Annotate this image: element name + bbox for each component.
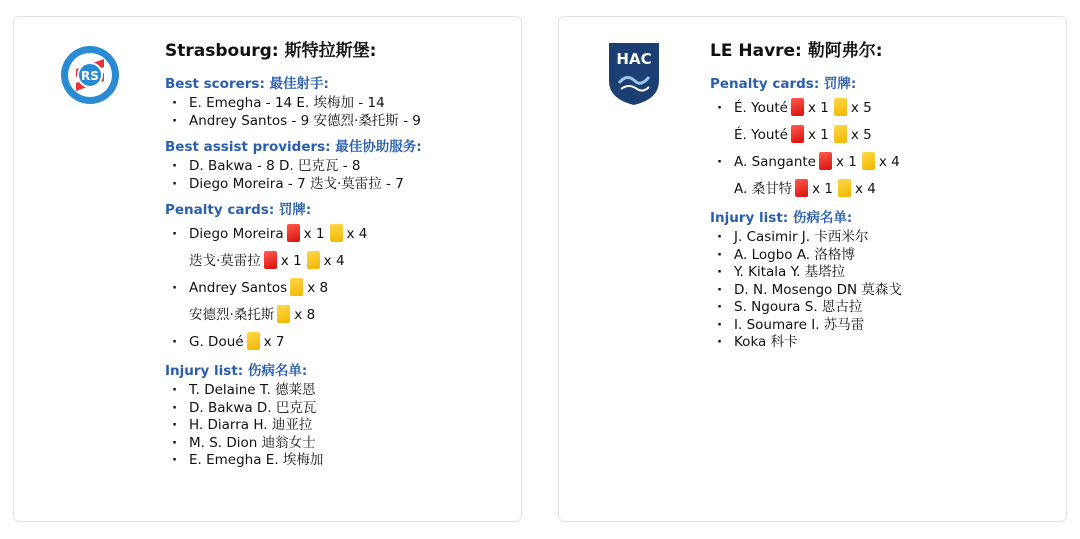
list-item: · S. Ngoura S. 恩古拉 — [710, 299, 1060, 317]
best-assist-list — [165, 158, 515, 193]
red-count: x 1 — [812, 181, 833, 197]
player-name: Diego Moreira — [189, 226, 284, 242]
list-item: · T. Delaine T. 德莱恩 — [165, 382, 515, 400]
penalty-row — [165, 303, 515, 327]
red-count: x 1 — [280, 253, 302, 269]
list-item: · E. Emegha E. 埃梅加 — [165, 452, 515, 470]
red-card-icon — [791, 125, 804, 143]
yellow-count: x 5 — [850, 100, 872, 116]
penalty-row — [710, 177, 1060, 201]
yellow-count: x 4 — [323, 253, 345, 269]
player-name: A. Sangante — [734, 154, 816, 170]
yellow-card-icon — [330, 224, 343, 242]
red-count: x 1 — [807, 100, 829, 116]
list-item: · D. N. Mosengo DN 莫森戈 — [710, 282, 1060, 300]
svg-text:RS: RS — [81, 69, 99, 83]
player-name: 迭戈·莫雷拉 — [189, 253, 261, 269]
penalty-row — [710, 123, 1060, 147]
le-havre-card — [558, 16, 1067, 522]
list-item: · Koka 科卡 — [710, 334, 1060, 352]
yellow-card-icon — [290, 278, 303, 296]
red-card-icon — [287, 224, 300, 242]
player-name: É. Youté — [734, 127, 788, 143]
penalty-row — [165, 249, 515, 273]
red-card-icon — [819, 152, 832, 170]
penalty-cards-list — [165, 222, 515, 354]
yellow-card-icon — [834, 98, 847, 116]
yellow-count: x 4 — [878, 154, 900, 170]
list-item: · H. Diarra H. 迪亚拉 — [165, 417, 515, 435]
list-item: · M. S. Dion 迪翁女士 — [165, 435, 515, 453]
list-item: · I. Soumare I. 苏马雷 — [710, 317, 1060, 335]
red-count: x 1 — [303, 226, 325, 242]
yellow-card-icon — [862, 152, 875, 170]
player-name: É. Youté — [734, 100, 788, 116]
list-item: · Andrey Santos - 9 安德烈·桑托斯 - 9 — [165, 113, 515, 131]
list-item: · Y. Kitala Y. 基塔拉 — [710, 264, 1060, 282]
list-item: · E. Emegha - 14 E. 埃梅加 - 14 — [165, 95, 515, 113]
best-assist-title: Best assist providers: 最佳协助服务: — [165, 139, 422, 155]
le-havre-logo — [607, 41, 661, 107]
penalty-row — [710, 96, 1060, 120]
penalty-row — [165, 276, 515, 300]
yellow-count: x 8 — [307, 280, 329, 296]
player-name: 安德烈·桑托斯 — [189, 307, 275, 323]
player-name: G. Doué — [189, 334, 244, 350]
yellow-count: x 8 — [294, 307, 316, 323]
list-item: · J. Casimir J. 卡西米尔 — [710, 229, 1060, 247]
yellow-card-icon — [277, 305, 290, 323]
penalty-cards-title: Penalty cards: 罚牌: — [165, 202, 312, 218]
team-title: LE Havre: 勒阿弗尔: — [710, 41, 883, 61]
penalty-row — [165, 330, 515, 354]
yellow-card-icon — [307, 251, 320, 269]
red-count: x 1 — [807, 127, 829, 143]
list-item: · Diego Moreira - 7 迭戈·莫雷拉 - 7 — [165, 176, 515, 194]
svg-text:HAC: HAC — [616, 50, 652, 68]
best-scorers-title: Best scorers: 最佳射手: — [165, 76, 329, 92]
list-item: · D. Bakwa - 8 D. 巴克瓦 - 8 — [165, 158, 515, 176]
team-title: Strasbourg: 斯特拉斯堡: — [165, 41, 377, 61]
injury-list-title: Injury list: 伤病名单: — [165, 363, 308, 379]
penalty-row — [710, 150, 1060, 174]
player-name: A. 桑甘特 — [734, 181, 793, 197]
red-count: x 1 — [835, 154, 857, 170]
yellow-card-icon — [247, 332, 260, 350]
best-scorers-list — [165, 95, 515, 130]
strasbourg-logo — [60, 45, 120, 105]
list-item: · A. Logbo A. 洛格博 — [710, 247, 1060, 265]
yellow-count: x 7 — [263, 334, 285, 350]
red-card-icon — [264, 251, 277, 269]
strasbourg-card — [13, 16, 522, 522]
penalty-cards-list — [710, 96, 1060, 201]
yellow-count: x 4 — [346, 226, 368, 242]
injury-list — [165, 382, 515, 470]
yellow-count: x 4 — [854, 181, 876, 197]
penalty-row — [165, 222, 515, 246]
injury-list-title: Injury list: 伤病名单: — [710, 210, 853, 226]
yellow-card-icon — [838, 179, 851, 197]
penalty-cards-title: Penalty cards: 罚牌: — [710, 76, 857, 92]
yellow-card-icon — [834, 125, 847, 143]
injury-list — [710, 229, 1060, 352]
list-item: · D. Bakwa D. 巴克瓦 — [165, 400, 515, 418]
player-name: Andrey Santos — [189, 280, 288, 296]
yellow-count: x 5 — [850, 127, 872, 143]
red-card-icon — [791, 98, 804, 116]
red-card-icon — [795, 179, 808, 197]
